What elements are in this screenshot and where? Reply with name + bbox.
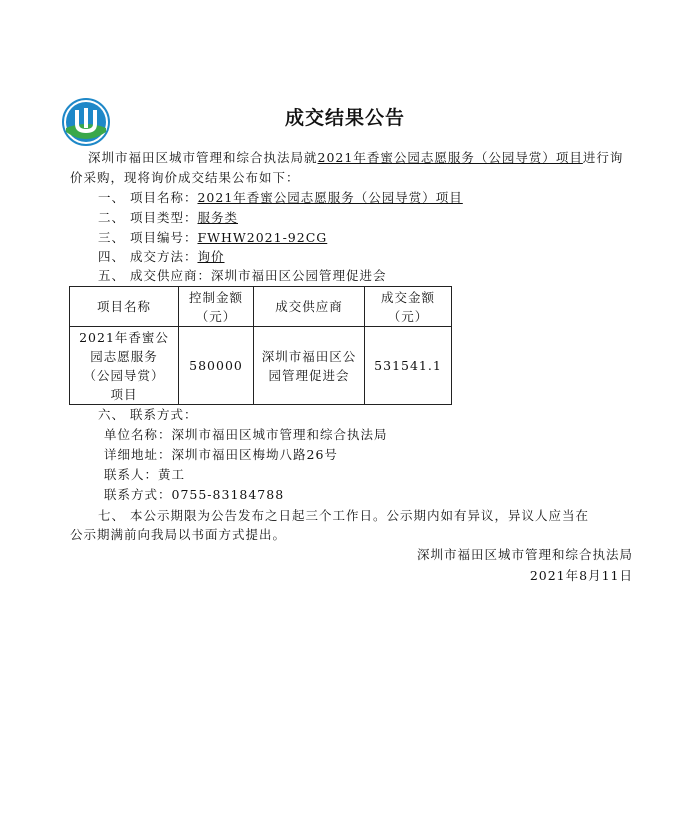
- item-project-name: 一、 项目名称：2021年香蜜公园志愿服务（公园导赏）项目: [98, 190, 463, 205]
- cell-project-name: 2021年香蜜公 园志愿服务 （公园导赏） 项目: [70, 327, 179, 405]
- signature-org: 深圳市福田区城市管理和综合执法局: [416, 547, 633, 562]
- item-project-type: 二、 项目类型：服务类: [98, 210, 238, 225]
- table-header-row: [70, 287, 452, 327]
- cell-control-amount: 580000: [179, 327, 254, 405]
- header-project-name: 项目名称: [70, 287, 179, 327]
- notice-line-1: 七、 本公示期限为公告发布之日起三个工作日。公示期内如有异议，异议人应当在: [98, 508, 589, 523]
- contact-unit: 单位名称：深圳市福田区城市管理和综合执法局: [104, 427, 388, 442]
- cell-supplier: 深圳市福田区公 园管理促进会: [254, 327, 365, 405]
- contact-person: 联系人：黄工: [104, 467, 186, 482]
- header-supplier: 成交供应商: [254, 287, 365, 327]
- contact-heading: 六、 联系方式：: [98, 407, 198, 422]
- table-row: [70, 327, 452, 405]
- item-deal-method: 四、 成交方法：询价: [98, 249, 225, 264]
- header-control-amount: 控制金额 （元）: [179, 287, 254, 327]
- intro-paragraph: [70, 148, 630, 188]
- signature-date: 2021年8月11日: [529, 568, 633, 583]
- intro-tail: 进行询价采购，现将询价成交结果公布如下：: [70, 150, 624, 185]
- contact-address: 详细地址：深圳市福田区梅坳八路26号: [104, 447, 338, 462]
- page-title: 成交结果公告: [284, 107, 405, 129]
- intro-lead: 深圳市福田区城市管理和综合执法局就: [88, 150, 318, 165]
- intro-project-name: 2021年香蜜公园志愿服务（公园导赏）项目: [317, 150, 583, 165]
- notice-line-2: 公示期满前向我局以书面方式提出。: [70, 527, 287, 542]
- contact-phone: 联系方式：0755-83184788: [104, 487, 285, 502]
- cell-deal-amount: 531541.1: [365, 327, 452, 405]
- item-project-code: 三、 项目编号：FWHW2021-92CG: [98, 230, 328, 245]
- result-table: [69, 286, 452, 405]
- header-deal-amount: 成交金额 （元）: [365, 287, 452, 327]
- item-supplier: 五、 成交供应商：深圳市福田区公园管理促进会: [98, 268, 387, 283]
